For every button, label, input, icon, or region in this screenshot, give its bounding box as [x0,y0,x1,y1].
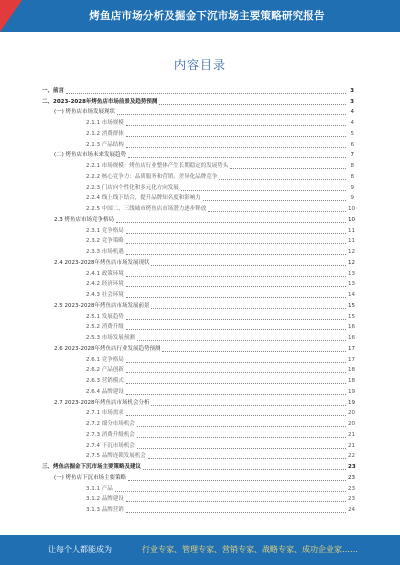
toc-entry-page: 11 [348,227,355,234]
toc-entry-page: 16 [348,335,355,341]
toc-entry-label: 2.4.1 政策环境 [86,270,124,277]
toc-entry-label: 2.5 2023-2028年烤鱼店市场发展前景 [54,302,150,309]
toc-entry-label: 2.1.2 消费群体 [86,130,124,137]
toc-entry[interactable] [42,159,354,170]
toc-entry-page: 20 [348,421,355,427]
toc-entry-label: 2.3.1 竞争格局 [86,227,124,234]
toc-entry-page: 9 [350,184,354,191]
toc-entry[interactable] [42,321,354,332]
toc-entry[interactable] [42,127,354,138]
toc-entry-label: 三、烤鱼店掘金下沉市场主要策略及建议 [42,464,142,470]
toc-entry-page: 3 [350,98,354,105]
footer-roles-text: 行业专家、管理专家、营销专家、战略专家、成功企业家…… [142,545,358,554]
toc-entry-label: 2.7.3 消费升级机会 [86,431,135,438]
header-corner-accent [0,0,22,32]
toc-entry[interactable] [42,417,354,428]
toc-dot-leader [126,146,346,148]
toc-dot-leader [162,350,346,352]
toc-entry[interactable] [42,450,354,461]
toc-entry[interactable] [42,364,354,375]
toc-entry-label: 2.5.3 市场发展预测 [86,335,135,341]
toc-dot-leader [137,425,346,427]
toc-dot-leader [159,103,346,105]
toc-entry-page: 8 [350,173,354,180]
toc-entry-page: 23 [348,485,355,492]
toc-entry[interactable] [42,235,354,246]
toc-entry[interactable] [42,493,354,504]
toc-entry[interactable] [42,245,354,256]
toc-entry-page: 12 [348,259,355,266]
toc-entry[interactable] [42,428,354,439]
toc-entry[interactable] [42,342,354,353]
toc-entry-page: 17 [348,356,355,363]
toc-entry[interactable] [42,192,354,203]
toc-dot-leader [128,479,346,481]
toc-entry[interactable] [42,106,354,117]
toc-entry-label: 2.3 烤鱼店市场竞争格局 [54,216,114,223]
toc-dot-leader [126,135,346,137]
toc-entry-page: 18 [348,367,355,374]
toc-dot-leader [230,167,346,169]
toc-entry-label: 2.7 2023-2028年烤鱼店市场机会分析 [54,399,150,406]
toc-entry[interactable] [42,224,354,235]
toc-dot-leader [219,178,346,180]
toc-entry[interactable] [42,299,354,310]
toc-entry-label: 2.2.2 核心竞争力：品质服务和营销，差异化品牌竞争 [86,173,218,180]
toc-entry-label: 2.1.3 产品结构 [86,141,124,148]
toc-entry[interactable] [42,407,354,418]
toc-entry[interactable] [42,278,354,289]
toc-dot-leader [126,371,346,373]
toc-entry-label: 2.6.3 营销模式 [86,378,124,384]
toc-dot-leader [203,199,346,201]
toc-entry-label: 2.4.3 社会环境 [86,292,124,298]
toc-dot-leader [115,490,346,492]
toc-entry[interactable] [42,385,354,396]
footer-lead-text: 让每个人都能成为 [48,545,112,554]
toc-entry-page: 4 [350,120,354,126]
toc-entry[interactable] [42,310,354,321]
toc-entry[interactable] [42,95,354,106]
toc-entry[interactable] [42,331,354,342]
toc-dot-leader [116,221,346,223]
toc-entry-label: 3.1.2 品牌建设 [86,496,124,503]
toc-entry-page: 4 [350,109,354,116]
toc-entry-page: 10 [348,216,355,223]
toc-entry-label: 2.6.1 竞争格局 [86,356,124,363]
toc-dot-leader [126,318,346,320]
toc-dot-leader [117,113,346,115]
toc-entry[interactable] [42,396,354,407]
toc-entry-page: 24 [348,507,355,513]
toc-entry-label: 2.1.1 市场规模 [86,120,124,126]
toc-entry-page: 14 [348,292,355,298]
toc-entry[interactable] [42,149,354,160]
toc-entry[interactable] [42,374,354,385]
toc-dot-leader [137,436,346,438]
toc-entry-page: 3 [350,87,354,94]
toc-entry-page: 15 [348,302,355,309]
toc-dot-leader [126,296,346,298]
toc-entry-page: 18 [348,378,355,384]
toc-entry[interactable] [42,181,354,192]
toc-entry-label: 3.1.3 品牌营销 [86,507,124,513]
toc-dot-leader [126,361,346,363]
toc-entry[interactable] [42,116,354,127]
toc-entry-label: 2.7.5 品牌连锁发展机会 [86,453,146,460]
toc-entry-label: 一、前言 [42,87,65,94]
toc-entry-page: 22 [348,453,355,460]
toc-entry-page: 16 [348,324,355,331]
toc-dot-leader [128,156,346,158]
toc-heading: 内容目录 [173,58,226,72]
toc-entry-page: 12 [348,249,355,255]
toc-entry[interactable] [42,482,354,493]
toc-entry-label: 2.7.4 下沉市场机会 [86,442,135,449]
toc-entry-label: 2.4.2 经济环境 [86,281,124,288]
toc-entry-label: 2.7.1 市场需求 [86,410,124,417]
toc-entry-page: 10 [348,206,355,212]
toc-dot-leader [66,92,346,94]
toc-entry-label: 3.1.1 产品 [86,485,113,492]
toc-dot-leader [151,404,346,406]
toc-entry[interactable] [42,138,354,149]
toc-dot-leader [126,242,346,244]
toc-entry-label: 2.6.2 产品创新 [86,367,124,374]
toc-entry[interactable] [42,471,354,482]
toc-entry-label: (二) 烤鱼店市场未来发展趋势 [54,152,127,159]
table-of-contents [42,84,354,514]
toc-entry-label: 2.6 2023-2028年烤鱼店行业发展趋势预测 [54,345,161,352]
report-header [0,0,400,32]
toc-entry[interactable] [42,84,354,95]
toc-entry-page: 19 [348,388,355,395]
toc-dot-leader [126,382,346,384]
toc-entry-page: 13 [348,270,355,277]
toc-entry-page: 20 [348,410,355,417]
toc-entry-label: 2.5.1 发展趋势 [86,313,124,320]
toc-dot-leader [137,447,346,449]
toc-dot-leader [126,275,346,277]
toc-entry[interactable] [42,288,354,299]
toc-dot-leader [126,124,346,126]
toc-entry-page: 5 [350,130,354,137]
toc-entry-label: 二、2023-2028年烤鱼店市场前景及趋势预测 [42,98,158,105]
toc-dot-leader [126,500,346,502]
toc-entry-page: 21 [348,442,355,449]
toc-entry-page: 23 [348,464,356,470]
toc-entry-label: 2.4 2023-2028年烤鱼店市场发展现状 [54,259,150,266]
toc-dot-leader [137,339,346,341]
toc-entry-page: 11 [348,238,355,245]
toc-entry-label: (一) 烤鱼店下沉市场主要策略 [54,474,127,481]
toc-dot-leader [151,307,346,309]
toc-entry-page: 21 [348,431,355,438]
toc-entry-page: 19 [348,399,355,406]
report-title: 烤鱼店市场分析及掘金下沉市场主要策略研究报告 [89,10,325,22]
toc-entry-page: 17 [348,345,355,352]
toc-entry-label: 2.5.2 消费升级 [86,324,124,331]
toc-entry-label: 2.7.2 细分市场机会 [86,421,135,427]
toc-dot-leader [126,285,346,287]
toc-entry-label: 2.2.1 市场规模：烤鱼店行业整体产生长期稳定的发展势头 [86,163,229,169]
toc-entry-page: 15 [348,313,355,320]
toc-entry-label: 2.3.2 竞争策略 [86,238,124,245]
toc-dot-leader [143,468,346,470]
toc-dot-leader [126,328,346,330]
toc-dot-leader [151,264,346,266]
toc-entry[interactable] [42,439,354,450]
toc-dot-leader [148,457,346,459]
toc-entry[interactable] [42,503,354,514]
toc-entry-label: 2.2.3 门店向个性化和多元化方向发展 [86,184,179,191]
toc-entry[interactable] [42,202,354,213]
toc-entry-page: 9 [350,195,354,202]
toc-entry-page: 23 [348,474,355,481]
toc-dot-leader [126,232,346,234]
report-footer [0,535,400,565]
toc-dot-leader [181,189,346,191]
toc-entry[interactable] [42,213,354,224]
toc-entry-label: 2.2.4 线上线下结合，提升品牌知名度和影响力 [86,195,201,202]
toc-entry-page: 6 [350,141,354,148]
toc-dot-leader [126,414,346,416]
toc-entry-page: 23 [348,496,355,503]
toc-entry-label: 2.2.5 中国二、三线城市烤鱼店市场潜力逐步释放 [86,206,207,212]
toc-entry[interactable] [42,353,354,364]
toc-dot-leader [208,210,346,212]
toc-dot-leader [126,393,346,395]
toc-entry-label: 2.3.3 市场机遇 [86,249,124,255]
toc-dot-leader [126,253,346,255]
toc-entry-page: 13 [348,281,355,288]
toc-entry[interactable] [42,267,354,278]
toc-entry-label: (一) 烤鱼店市场发展现状 [54,109,116,116]
toc-dot-leader [126,511,346,513]
toc-entry[interactable] [42,170,354,181]
toc-entry[interactable] [42,460,354,471]
toc-entry-page: 7 [350,152,354,159]
toc-entry-page: 8 [350,163,354,169]
toc-entry-label: 2.6.4 品牌建设 [86,388,124,395]
toc-entry[interactable] [42,256,354,267]
